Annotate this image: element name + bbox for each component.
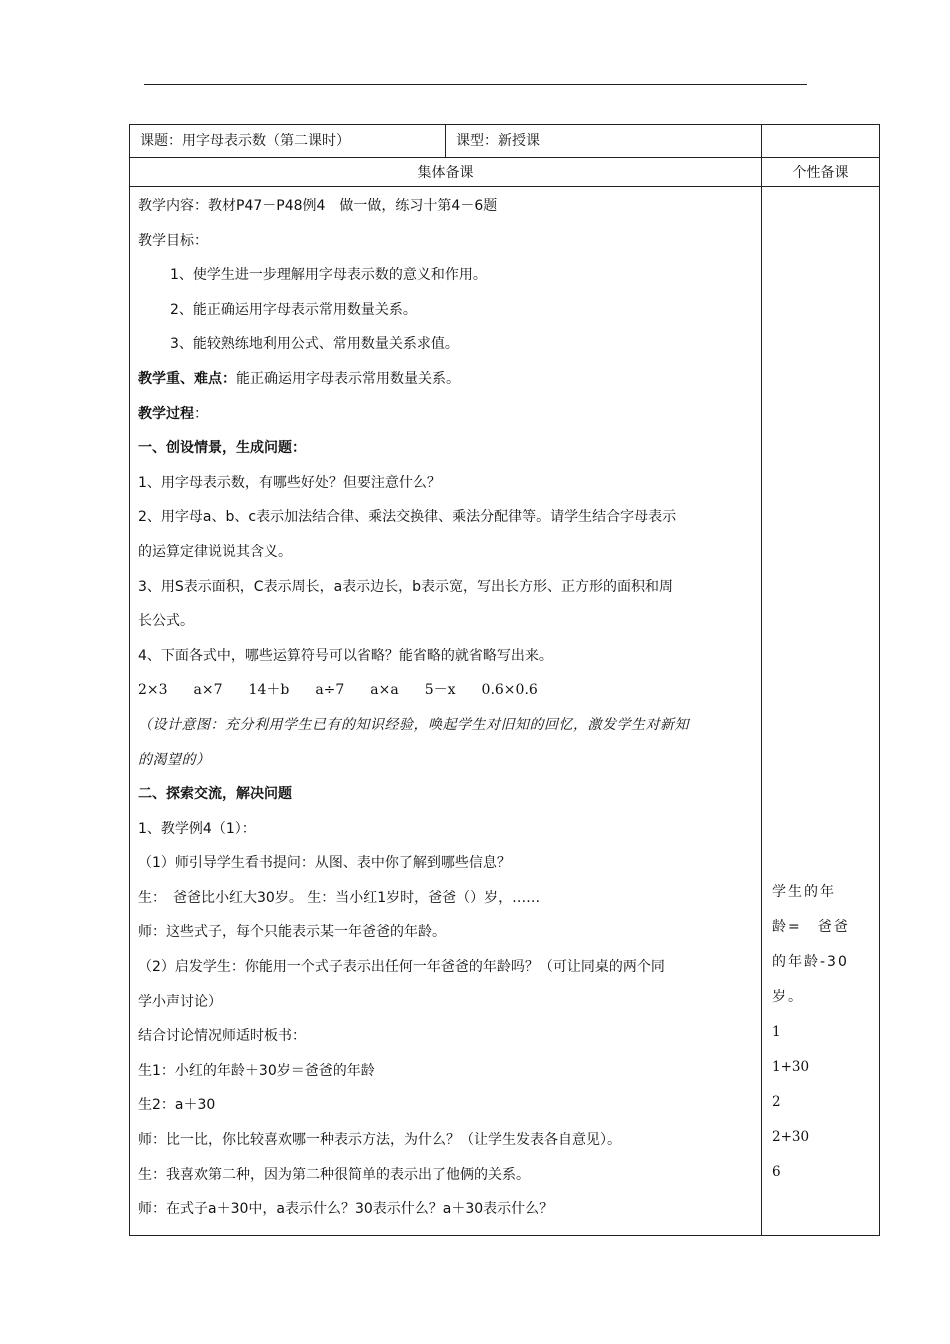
goal-2: 2、能正确运用字母表示常用数量关系。: [170, 301, 417, 318]
note-line: 龄= 爸爸: [772, 919, 850, 935]
teaching-content: 教学内容：教材P47－P48例4 做一做，练习十第4－6题: [138, 198, 498, 214]
subheader-row: [130, 158, 880, 187]
student-preference: 生：我喜欢第二种，因为第二种很简单的表示出了他俩的关系。: [138, 1166, 530, 1183]
note-value: 1+30: [772, 1059, 810, 1075]
note-value: 1: [772, 1024, 781, 1040]
design-intent-line-2: 的渴望的）: [138, 751, 211, 768]
note-value: 6: [772, 1164, 781, 1180]
step-2-line-1: （2）启发学生：你能用一个式子表示出任何一年爸爸的年龄吗？（可让同桌的两个同: [138, 959, 665, 976]
empty-header-cell: [762, 125, 880, 158]
key-points-text: 能正确运用字母表示常用数量关系。: [236, 370, 460, 387]
question-4: 4、下面各式中，哪些运算符号可以省略？能省略的就省略写出来。: [138, 647, 553, 664]
note-value: 2+30: [772, 1129, 810, 1145]
goal-3: 3、能较熟练地利用公式、常用数量关系求值。: [170, 336, 459, 353]
teacher-remark-1: 师：这些式子，每个只能表示某一年爸爸的年龄。: [138, 924, 446, 941]
question-1: 1、用字母表示数，有哪些好处？但要注意什么？: [138, 474, 441, 491]
question-2-line-2: 的运算定律说说其含义。: [138, 543, 292, 560]
design-intent-line-1: （设计意图：充分利用学生已有的知识经验，唤起学生对旧知的回忆，激发学生对新知: [138, 716, 689, 733]
question-2-line-1: 2、用字母a、b、c表示加法结合律、乘法交换律、乘法分配律等。请学生结合字母表示: [138, 509, 677, 526]
formula-item: 5－x: [424, 682, 456, 699]
teaching-goals-label: 教学目标：: [138, 232, 208, 249]
step-1: （1）师引导学生看书提问：从图、表中你了解到哪些信息？: [138, 855, 511, 872]
title-row: [130, 125, 880, 158]
formula-item: a÷7: [315, 682, 345, 699]
question-3-line-2: 长公式。: [138, 613, 194, 630]
lesson-type-text: 课型：新授课: [456, 133, 540, 149]
goal-1: 1、使学生进一步理解用字母表示数的意义和作用。: [170, 267, 487, 284]
student-answer-1: 生： 爸爸比小红大30岁。 生：当小红1岁时，爸爸（）岁，……: [138, 889, 541, 906]
lesson-plan-table: [129, 124, 880, 1236]
section-2-heading: 二、探索交流，解决问题: [138, 786, 292, 803]
formula-item: a×a: [370, 682, 399, 699]
formula-item: 14＋b: [248, 682, 290, 699]
key-points-label: 教学重、难点：: [138, 370, 236, 387]
formula-item: a×7: [193, 682, 223, 699]
process-colon: ：: [194, 405, 208, 422]
formula-item: 2×3: [138, 682, 168, 699]
formula-item: 0.6×0.6: [481, 682, 538, 699]
step-2-line-2: 学小声讨论）: [138, 993, 222, 1010]
example-4-heading: 1、教学例4（1）：: [138, 820, 256, 837]
section-1-heading: 一、创设情景，生成问题：: [138, 440, 306, 457]
student-2-answer: 生2：a＋30: [138, 1097, 216, 1114]
collective-content: [130, 187, 762, 1236]
student-1-answer: 生1：小红的年龄＋30岁＝爸爸的年龄: [138, 1062, 375, 1079]
topic-text: 课题：用字母表示数（第二课时）: [140, 133, 350, 149]
collective-heading: 集体备课: [130, 158, 762, 187]
personal-heading: 个性备课: [762, 158, 880, 187]
note-line: 学生的年: [772, 884, 836, 900]
personal-notes-cell: [762, 187, 880, 1236]
body-row: [130, 187, 880, 1236]
key-points: [138, 362, 753, 397]
teacher-question: 师：在式子a＋30中，a表示什么？30表示什么？a＋30表示什么？: [138, 1201, 554, 1218]
board-note: 结合讨论情况师适时板书：: [138, 1028, 306, 1045]
topic-cell: [130, 125, 446, 158]
question-3-line-1: 3、用S表示面积，C表示周长，a表示边长，b表示宽，写出长方形、正方形的面积和周: [138, 578, 674, 595]
lesson-type-cell: [446, 125, 762, 158]
teacher-compare: 师：比一比，你比较喜欢哪一种表示方法，为什么？（让学生发表各自意见）。: [138, 1132, 621, 1149]
process-label: 教学过程: [138, 405, 194, 422]
process-heading: [138, 397, 753, 432]
note-line: 的年龄-30: [772, 954, 849, 970]
formula-list: [138, 673, 753, 708]
note-line: 岁。: [772, 989, 804, 1005]
personal-notes: [772, 875, 873, 1190]
note-value: 2: [772, 1094, 781, 1110]
header-rule: [144, 84, 807, 85]
